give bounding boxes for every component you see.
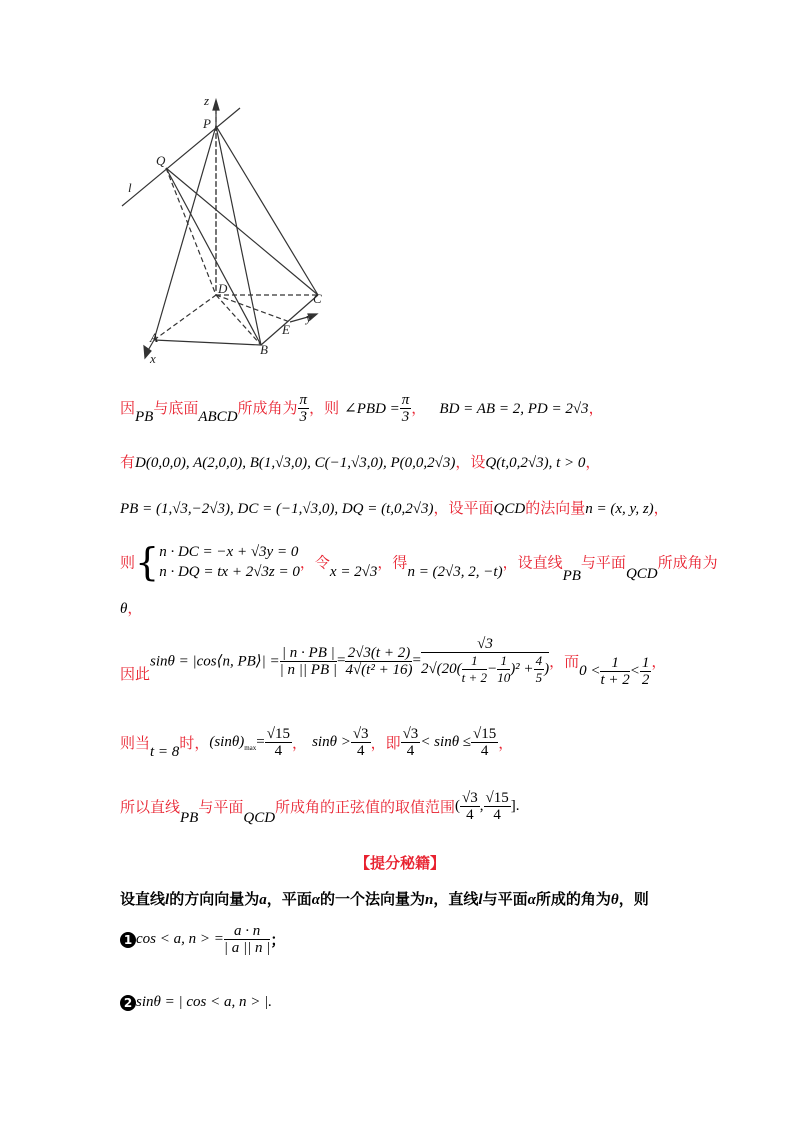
text: 所成角为 (237, 399, 298, 417)
math: QCD (243, 810, 276, 826)
solution-line-8: 所以直线PB与平面QCD所成角的正弦值的取值范围( $\frac{√3}{4}$ , $\frac{√15}{4}$ ]. (120, 790, 520, 826)
math: BD = AB = 2, PD = 2√3 (439, 401, 589, 417)
label-l: l (128, 180, 132, 195)
label-A: A (150, 330, 158, 345)
text: 则 (120, 553, 136, 572)
text: ，则 (309, 399, 340, 417)
fraction: $\frac{\pi}{3}$ (401, 392, 410, 425)
math: Q(t,0,2√3), t > 0 (485, 455, 586, 471)
text: ， (653, 499, 669, 517)
tips-item-2: 2 sinθ = | cos < a, n > |. (120, 992, 272, 1011)
math: n · DQ = tx + 2√3z = 0 (159, 564, 300, 580)
tips-intro: 设直线l的方向向量为a，平面α的一个法向量为n，直线l与平面α所成的角为θ，则 (120, 890, 649, 908)
text: ， (127, 599, 143, 617)
label-y: y (306, 310, 312, 325)
math: PB (180, 810, 199, 826)
fraction: $\frac{\pi}{3}$ (299, 392, 308, 425)
fraction: $\frac{√15}{4}$ (266, 726, 290, 759)
fraction: $\frac{2√3(t + 2)}{\text{4√(t² + 16)}}$ (345, 644, 413, 678)
text: ，得 (377, 553, 408, 572)
math: QCD (493, 501, 526, 517)
number-badge: 2 (120, 995, 136, 1011)
text: ， (585, 453, 601, 471)
text: 的法向量 (525, 499, 586, 517)
text: ， (411, 399, 427, 417)
text: ，设 (455, 453, 486, 471)
fraction: $\frac{a \cdot n}{| a || n |}$ (223, 923, 271, 956)
text: ，设平面 (433, 499, 494, 517)
solution-line-5 (120, 597, 142, 618)
fraction: $\frac{√15}{4}$ (485, 790, 509, 823)
math: sinθ = |cos⟨n, PB⟩| = (150, 653, 280, 670)
label-E: E (282, 322, 290, 337)
pyramid-figure (110, 90, 350, 370)
math: t = 8 (150, 744, 180, 760)
label-z: z (204, 93, 210, 108)
math: PB = (1,√3,−2√3), DC = (−1,√3,0), DQ = (t,0,2√3) (120, 501, 434, 517)
text: 因 (120, 399, 136, 417)
label-x: x (150, 351, 156, 366)
text: 则当 (120, 734, 151, 752)
text: ，设直线 (502, 553, 563, 572)
solution-line-3 (120, 497, 669, 518)
label-Q: Q (156, 153, 166, 168)
label-D: D (218, 281, 228, 296)
text: ， (588, 399, 604, 417)
text: 有 (120, 453, 136, 471)
math: QCD (625, 565, 658, 582)
solution-line-4: 则{ n · DC = −x + √3y = 0 n · DQ = tx + 2√3z = 0 ，令x = 2√3，得n = (2√3, 2, −t)，设直线PB与平面QCD所成角为 (120, 540, 718, 584)
text: 所以直线 (120, 798, 181, 816)
math: n = (2√3, 2, −t) (407, 563, 503, 580)
math: (sinθ) (209, 734, 245, 750)
fraction: $\frac{1}{2}$ (641, 654, 650, 688)
solution-line-2 (120, 451, 600, 472)
fraction: $\frac{1}{t + 2}$ (600, 654, 630, 688)
solution-line-1 (120, 392, 604, 425)
fraction: $\frac{√3}{4}$ (352, 726, 369, 759)
tips-title: 【提分秘籍】 (354, 854, 445, 872)
math: x = 2√3 (329, 563, 378, 580)
fraction: √3 2√(20( $\frac{1}{t + 2}$ − $\frac{1}{10}$ )² + $\frac{4}{5}$ ) (420, 636, 550, 685)
number-badge: 1 (120, 932, 136, 948)
solution-line-7: 则当t = 8时，$(\sin\theta)_{max}=$ $\frac{√15}{4}$ ， sinθ > $\frac{√3}{4}$ ，即 $\frac{√3}{4}$ < sinθ ≤ $\frac{√15}{4}$ ， (120, 726, 514, 760)
text: ，而 (549, 652, 580, 671)
tips-item-1: 1 cos < a, n > = $\frac{a \cdot n}{| a || n |}$ ； (120, 923, 285, 956)
solution-line-6: 因此sinθ = |cos⟨n, PB⟩| = $\frac{| n \cdot PB |}{| n || PB |}$ = $\frac{2√3(t + 2)}{\text{4√(t² + 16)}}$ = √3 2√(20( $\frac{1}{t + 2}$ − $\frac{1}{10}$ )² + $\frac{4}{5}$ ) ，而0 < $\frac{1}{t + 2}$ < $\frac{1}{2}$ ， (120, 636, 667, 688)
label-B: B (260, 342, 268, 357)
math: n = (x, y, z) (585, 501, 654, 517)
text: 与平面 (580, 553, 626, 572)
text: 因此 (120, 664, 151, 683)
text: ，令 (299, 553, 330, 572)
math: n · DC = −x + √3y = 0 (159, 544, 299, 560)
text: 所成角的正弦值的取值范围 (275, 798, 456, 816)
math: ∠PBD = (344, 401, 400, 417)
math: PB (135, 409, 154, 425)
math: PB (562, 567, 581, 584)
text: 与平面 (198, 798, 244, 816)
text: 时， (179, 734, 210, 752)
fraction: $\frac{√3}{4}$ (462, 790, 478, 823)
label-C: C (313, 291, 322, 306)
fraction: $\frac{√15}{4}$ (473, 726, 497, 759)
math: ABCD (198, 409, 238, 425)
text: 所成角为 (657, 553, 718, 572)
math: D(0,0,0), A(2,0,0), B(1,√3,0), C(−1,√3,0), P(0,0,2√3) (135, 455, 456, 471)
fraction: $\frac{| n \cdot PB |}{| n || PB |}$ (279, 644, 337, 678)
label-P: P (203, 116, 211, 131)
text: 与底面 (153, 399, 199, 417)
math: θ (120, 601, 128, 617)
fraction: $\frac{√3}{4}$ (402, 726, 419, 759)
